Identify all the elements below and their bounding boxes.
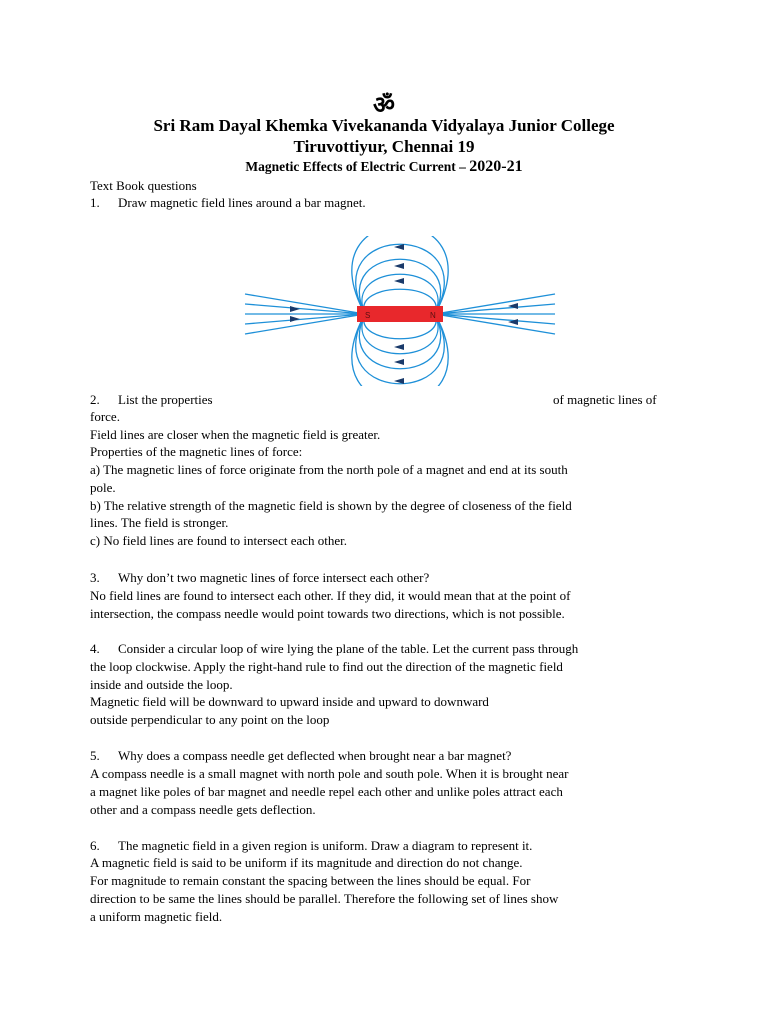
field-line bbox=[245, 314, 365, 324]
document-title bbox=[0, 158, 768, 176]
arrow-mark bbox=[394, 278, 404, 284]
arrow-mark bbox=[394, 344, 404, 350]
answer-6-line: direction to be same the lines should be parallel. Therefore the following set of lines show bbox=[90, 891, 559, 906]
field-line bbox=[356, 244, 445, 314]
answer-2-line: c) No field lines are found to intersect each other. bbox=[90, 533, 348, 548]
answer-4-line: outside perpendicular to any point on the loop bbox=[90, 712, 330, 727]
answer-5-line: a magnet like poles of bar magnet and needle repel each other and unlike poles attract each bbox=[90, 784, 563, 799]
field-line bbox=[435, 304, 555, 314]
section-label: Text Book questions bbox=[90, 178, 197, 193]
answer-4-line: Magnetic field will be downward to upward inside and upward to downward bbox=[90, 694, 489, 709]
question-2-number: 2. bbox=[90, 392, 100, 407]
arrow-mark bbox=[394, 359, 404, 365]
question-5-number: 5. bbox=[90, 748, 100, 763]
field-line bbox=[245, 304, 365, 314]
field-line bbox=[245, 314, 365, 334]
question-1-text: Draw magnetic field lines around a bar magnet. bbox=[118, 195, 366, 210]
academic-year: 2020-21 bbox=[469, 158, 523, 175]
question-6-text: The magnetic field in a given region is uniform. Draw a diagram to represent it. bbox=[118, 838, 533, 853]
field-line bbox=[352, 314, 448, 386]
question-4-text: Consider a circular loop of wire lying the plane of the table. Let the current pass through bbox=[118, 641, 579, 656]
answer-2-line: a) The magnetic lines of force originate from the north pole of a magnet and end at its south bbox=[90, 462, 568, 477]
answer-6-line: a uniform magnetic field. bbox=[90, 909, 223, 924]
question-1 bbox=[90, 195, 366, 211]
answer-2-line: b) The relative strength of the magnetic field is shown by the degree of closeness of the field bbox=[90, 498, 572, 513]
question-6-number: 6. bbox=[90, 838, 100, 853]
answer-2-line: lines. The field is stronger. bbox=[90, 515, 229, 530]
topic-text: Magnetic Effects of Electric Current – bbox=[245, 159, 470, 174]
field-line bbox=[245, 294, 365, 314]
bar-magnet-field-diagram bbox=[240, 236, 560, 386]
school-location: Tiruvottiyur, Chennai 19 bbox=[293, 137, 475, 156]
question-6 bbox=[90, 838, 532, 854]
field-line bbox=[435, 314, 555, 324]
question-4-text-cont: the loop clockwise. Apply the right-hand rule to find out the direction of the magnetic field bbox=[90, 659, 563, 674]
question-3-text: Why don’t two magnetic lines of force intersect each other? bbox=[118, 570, 430, 585]
question-2-text-right: of magnetic lines of bbox=[553, 392, 657, 407]
field-line bbox=[435, 314, 555, 334]
question-1-number: 1. bbox=[90, 195, 100, 210]
south-pole-label: S bbox=[365, 311, 371, 320]
arrow-mark bbox=[290, 306, 300, 312]
answer-3-line: intersection, the compass needle would point towards two directions, which is not possible. bbox=[90, 606, 565, 621]
question-2-text-left: List the properties bbox=[118, 392, 213, 407]
question-5 bbox=[90, 748, 511, 764]
arrow-mark bbox=[290, 316, 300, 322]
answer-2-line: pole. bbox=[90, 480, 116, 495]
answer-2-line: Properties of the magnetic lines of force: bbox=[90, 444, 303, 459]
arrow-mark bbox=[394, 263, 404, 269]
question-2 bbox=[90, 392, 213, 408]
answer-5-line: other and a compass needle gets deflection. bbox=[90, 802, 316, 817]
question-5-text: Why does a compass needle get deflected when brought near a bar magnet? bbox=[118, 748, 512, 763]
answer-6-line: For magnitude to remain constant the spacing between the lines should be equal. For bbox=[90, 873, 531, 888]
question-4 bbox=[90, 641, 578, 657]
north-pole-label: N bbox=[430, 311, 436, 320]
om-symbol: ॐ bbox=[373, 91, 395, 119]
school-name: Sri Ram Dayal Khemka Vivekananda Vidyalaya Junior College bbox=[153, 116, 615, 135]
field-line bbox=[435, 294, 555, 314]
question-4-number: 4. bbox=[90, 641, 100, 656]
answer-3-line: No field lines are found to intersect each other. If they did, it would mean that at the point of bbox=[90, 588, 571, 603]
question-3-number: 3. bbox=[90, 570, 100, 585]
field-line bbox=[356, 314, 445, 384]
question-2-text-wrap: force. bbox=[90, 409, 120, 424]
question-4-text-cont: inside and outside the loop. bbox=[90, 677, 233, 692]
question-3 bbox=[90, 570, 429, 586]
answer-6-line: A magnetic field is said to be uniform if its magnitude and direction do not change. bbox=[90, 855, 523, 870]
answer-5-line: A compass needle is a small magnet with north pole and south pole. When it is brought near bbox=[90, 766, 569, 781]
answer-2-line: Field lines are closer when the magnetic field is greater. bbox=[90, 427, 381, 442]
